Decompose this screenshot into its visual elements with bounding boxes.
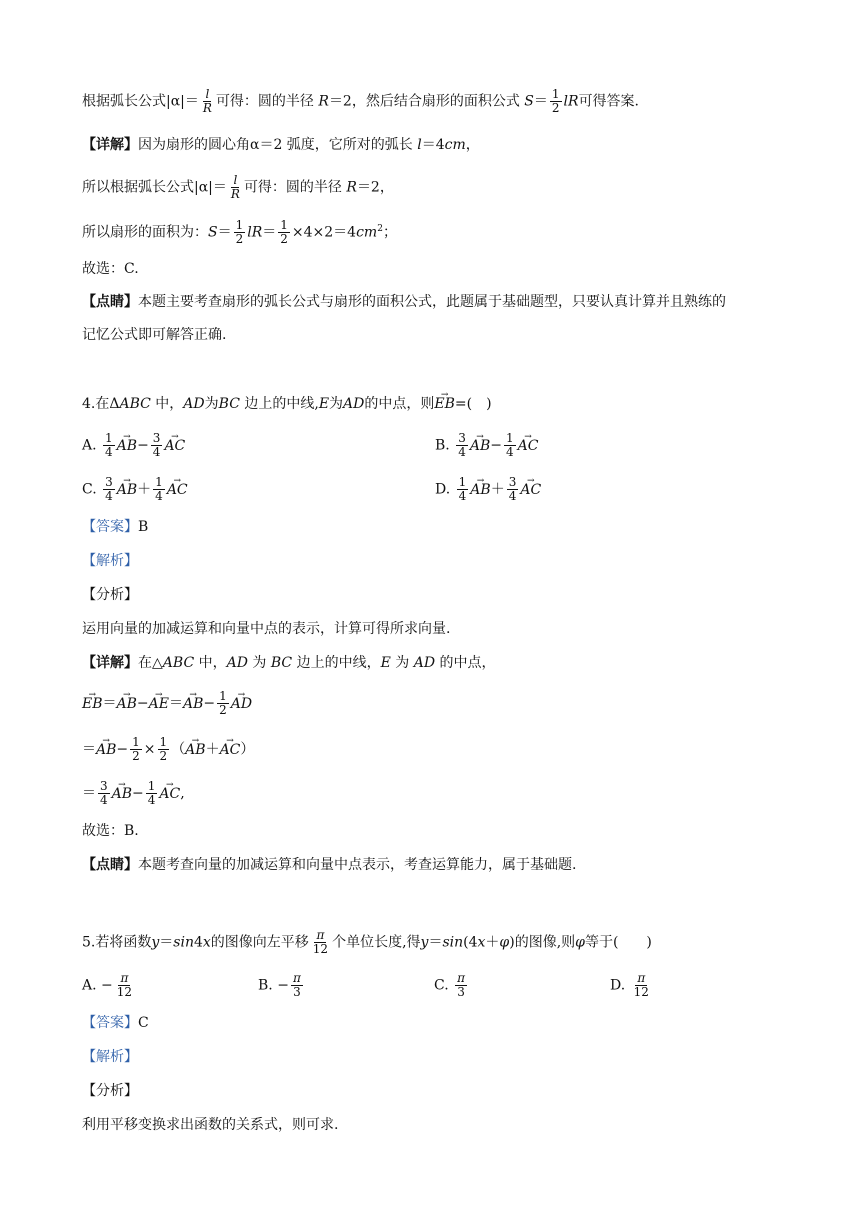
question-5-stem: 5.若将函数y＝sin4x的图像向左平移 $\frac{\pi}{12}$ 个单位长度,得y＝sin(4x＋φ)的图像,则φ等于( ) — [82, 928, 652, 956]
equation-line: ＝ $\frac{3}{4}$ → AB− $\frac{1}{4}$ → AC, — [82, 780, 185, 807]
fraction-half: $\frac{1}{2}$ — [551, 87, 560, 115]
fraction-l-over-r: $\frac{l}{R}$ — [230, 173, 240, 201]
option-d[interactable]: D. $\frac{\pi}{12}$ — [610, 971, 649, 999]
option-c[interactable]: C. $\frac{3}{4}$ → AB＋ $\frac{1}{4}$ → AC — [82, 476, 188, 503]
option-a[interactable]: A. $\frac{1}{4}$ → AB− $\frac{3}{4}$ → AC — [82, 432, 185, 459]
text-line: 故选：C. — [82, 261, 139, 277]
answer-4: 【答案】B — [82, 519, 149, 535]
analysis-heading: 【解析】 — [82, 1049, 138, 1065]
fraction-l-over-r: $\frac{l}{R}$ — [202, 87, 212, 115]
question-4-stem: 4.在ΔABC 中，AD为BC 边上的中线,E为AD的中点，则→ EB=( ) — [82, 394, 492, 414]
answer-5: 【答案】C — [82, 1015, 149, 1031]
text-line: 记忆公式即可解答正确. — [82, 327, 227, 343]
text-line: 利用平移变换求出函数的关系式，则可求. — [82, 1117, 339, 1133]
text-line: 【点睛】本题主要考查扇形的弧长公式与扇形的面积公式，此题属于基础题型，只要认真计算并且熟练的 — [82, 294, 726, 310]
fraction-half: $\frac{1}{2}$ — [280, 218, 288, 247]
equation-line: ＝→ AB− $\frac{1}{2}$ × $\frac{1}{2}$ （→ AB＋→ AC） — [82, 736, 254, 763]
option-a[interactable]: A. − $\frac{\pi}{12}$ — [82, 971, 133, 999]
option-b[interactable]: B. − $\frac{\pi}{3}$ — [258, 971, 301, 999]
equation-line: → EB＝→ AB−→ AE＝→ AB− $\frac{1}{2}$ → AD — [82, 690, 252, 717]
analysis-subheading: 【分析】 — [82, 1083, 138, 1099]
analysis-subheading: 【分析】 — [82, 587, 138, 603]
text-line: 【点睛】本题考查向量的加减运算和向量中点表示，考查运算能力，属于基础题. — [82, 857, 577, 873]
option-d[interactable]: D. $\frac{1}{4}$ → AB＋ $\frac{3}{4}$ → AC — [435, 476, 541, 503]
text-line: 根据弧长公式|α|＝ $\frac{l}{R}$ 可得：圆的半径 R＝2，然后结合扇形的面积公式 S＝ $\frac{1}{2}$ lR可得答案. — [82, 87, 640, 115]
option-c[interactable]: C. $\frac{\pi}{3}$ — [434, 971, 466, 999]
text-line: 所以根据弧长公式|α|＝ $\frac{l}{R}$ 可得：圆的半径 R＝2， — [82, 173, 394, 201]
fraction-half: $\frac{1}{2}$ — [235, 218, 244, 247]
text-line: 【详解】因为扇形的圆心角α＝2 弧度，它所对的弧长 l＝4cm， — [82, 137, 480, 153]
text-line: 运用向量的加减运算和向量中点的表示，计算可得所求向量. — [82, 621, 451, 637]
text-line: 故选：B. — [82, 823, 139, 839]
text-line: 所以扇形的面积为：S＝ $\frac{1}{2}$ lR＝ $\frac{1}{2}$ $\times 4\times 2=4cm^2$； — [82, 218, 397, 247]
option-b[interactable]: B. $\frac{3}{4}$ → AB− $\frac{1}{4}$ → AC — [435, 432, 538, 459]
analysis-heading: 【解析】 — [82, 553, 138, 569]
text-line: 【详解】在△ABC 中，AD 为 BC 边上的中线，E 为 AD 的中点， — [82, 655, 496, 671]
